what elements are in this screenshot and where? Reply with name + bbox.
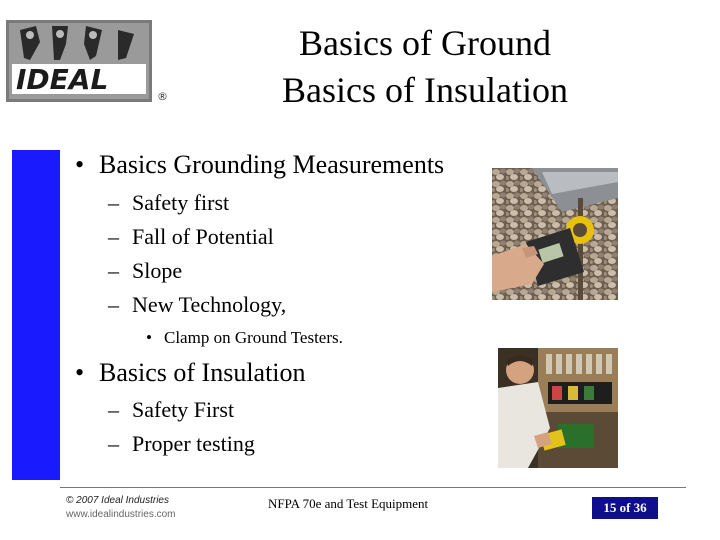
dash-marker: –	[108, 292, 119, 317]
footer-website-link[interactable]: www.idealindustries.com	[66, 509, 176, 520]
sub-bullet-fall-of-potential	[108, 224, 274, 250]
sub-bullet-proper-testing	[108, 431, 255, 457]
sub-bullet-safety-first	[108, 190, 229, 216]
sub-bullet-safety-first-2	[108, 397, 234, 423]
sub-bullet-new-technology	[108, 292, 286, 318]
sub-bullet-slope	[108, 258, 182, 284]
sub-bullet-text: New Technology,	[132, 292, 287, 317]
sub-bullet-text: Proper testing	[132, 431, 255, 456]
bullet-text: Basics Grounding Measurements	[99, 150, 445, 179]
sub-sub-bullet-clamp	[146, 328, 343, 348]
sub-bullet-text: Safety first	[132, 190, 230, 215]
dash-marker: –	[108, 258, 119, 283]
bullet-marker: •	[75, 358, 85, 387]
dash-marker: –	[108, 431, 119, 456]
bullet-marker: •	[75, 150, 85, 179]
sub-bullet-text: Fall of Potential	[132, 224, 274, 249]
clamp-tester-photo	[492, 168, 618, 300]
ideal-logo	[6, 20, 178, 106]
footer-copyright: © 2007 Ideal Industries	[66, 495, 169, 506]
bullet-text: Basics of Insulation	[99, 358, 306, 387]
title-line-1: Basics of Ground	[299, 23, 551, 63]
title-line-2: Basics of Insulation	[282, 70, 568, 110]
insulation-testing-photo	[498, 348, 618, 468]
registered-mark: ®	[157, 90, 168, 103]
dash-marker: –	[108, 397, 119, 422]
bullet-marker: •	[146, 328, 152, 347]
dash-marker: –	[108, 224, 119, 249]
slide-title	[230, 20, 620, 114]
footer-presentation-title: NFPA 70e and Test Equipment	[268, 496, 429, 511]
sub-bullet-text: Slope	[132, 258, 183, 283]
page-number-badge: 15 of 36	[592, 497, 658, 519]
bullet-insulation	[75, 358, 306, 388]
sub-bullet-text: Safety First	[132, 397, 235, 422]
accent-bar	[12, 150, 60, 480]
logo-text: IDEAL	[16, 63, 109, 96]
bullet-grounding	[75, 150, 444, 180]
dash-marker: –	[108, 190, 119, 215]
sub-sub-bullet-text: Clamp on Ground Testers.	[164, 328, 343, 347]
footer-divider	[60, 487, 686, 488]
